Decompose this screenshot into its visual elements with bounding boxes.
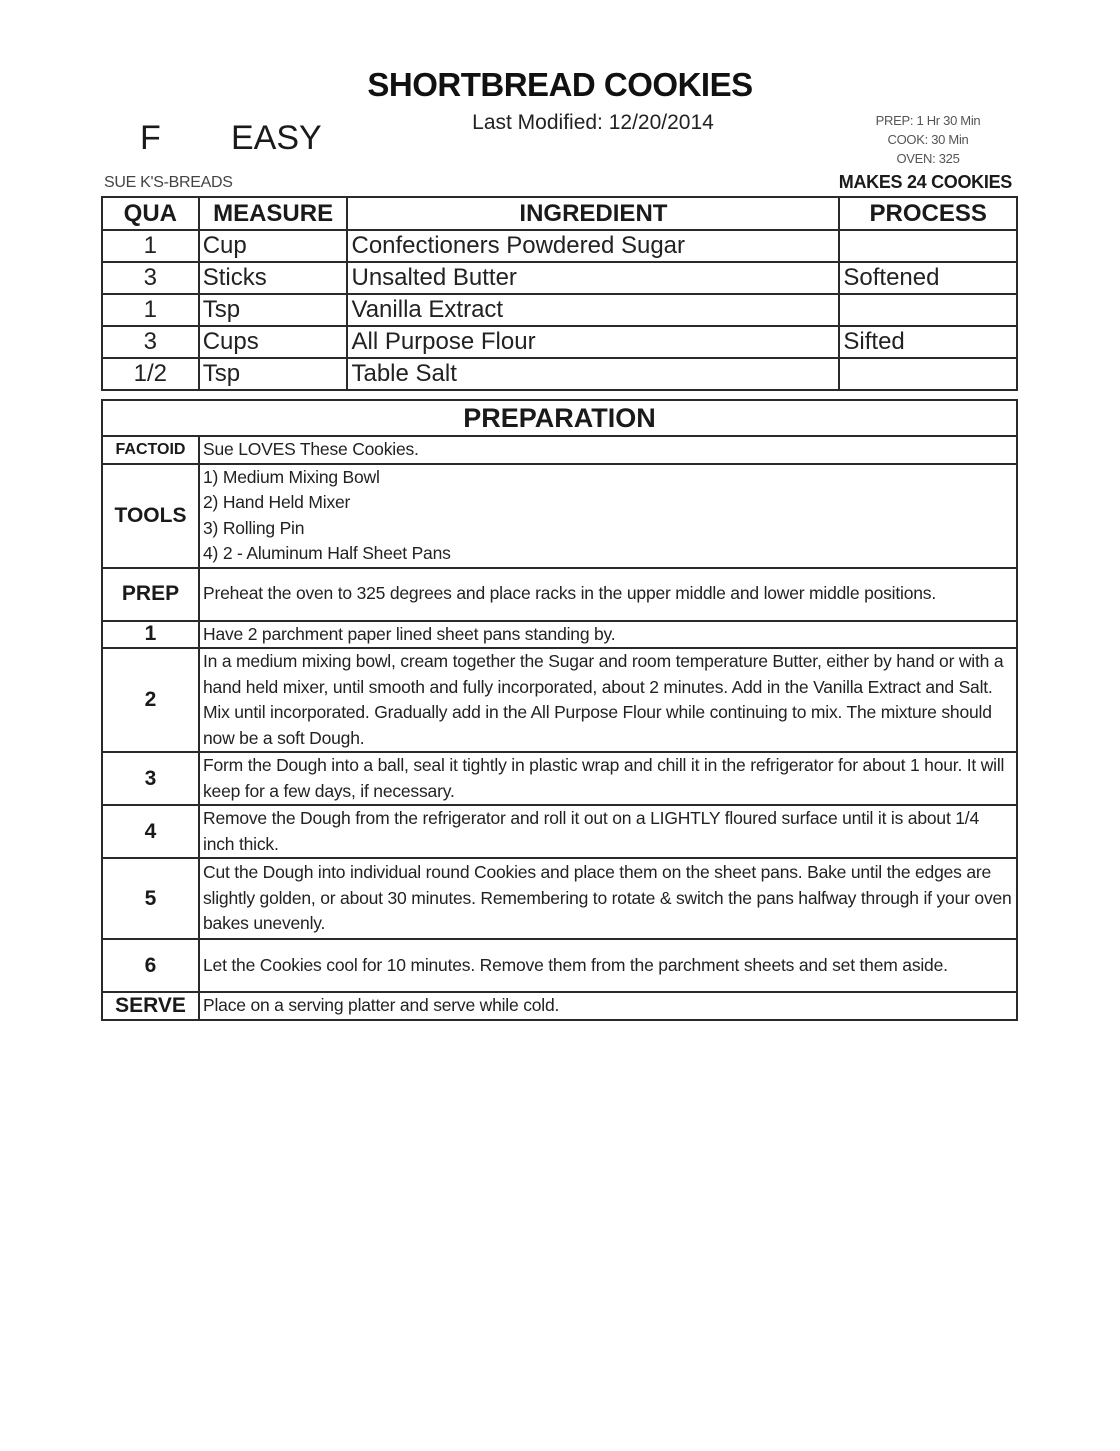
ingredient-measure: Cups	[199, 326, 348, 358]
ingredient-measure: Tsp	[199, 294, 348, 326]
ingredient-row	[102, 326, 1017, 358]
step-number: 1	[102, 621, 199, 649]
ingredient-qty: 3	[102, 326, 199, 358]
ingredient-name: Unsalted Butter	[347, 262, 839, 294]
cook-time: COOK: 30 Min	[887, 132, 969, 147]
ingredient-qty: 1	[102, 294, 199, 326]
ingredient-qty: 1	[102, 230, 199, 262]
ingredient-row	[102, 358, 1017, 390]
serve-row	[102, 992, 1017, 1020]
column-header-measure: MEASURE	[199, 197, 348, 230]
ingredient-name: All Purpose Flour	[347, 326, 839, 358]
column-header-process: PROCESS	[839, 197, 1017, 230]
ingredient-row	[102, 262, 1017, 294]
step-row	[102, 805, 1017, 858]
factoid-text: Sue LOVES These Cookies.	[199, 436, 1017, 464]
grade-label: F	[140, 119, 161, 157]
time-info	[858, 111, 998, 168]
tool-item: 3) Rolling Pin	[203, 517, 305, 538]
factoid-row	[102, 436, 1017, 464]
column-header-ingredient: INGREDIENT	[347, 197, 839, 230]
step-text: Have 2 parchment paper lined sheet pans standing by.	[199, 621, 1017, 649]
step-text: Remove the Dough from the refrigerator and roll it out on a LIGHTLY floured surface until it is about 1/4 inch thick.	[199, 805, 1017, 858]
recipe-source: SUE K'S-BREADS	[104, 174, 233, 191]
step-number: 6	[102, 939, 199, 992]
ingredient-measure: Sticks	[199, 262, 348, 294]
step-number: 5	[102, 858, 199, 939]
tools-label: TOOLS	[102, 464, 199, 568]
difficulty-label: EASY	[231, 119, 322, 157]
last-modified: Last Modified: 12/20/2014	[472, 111, 714, 134]
ingredient-process: Sifted	[839, 326, 1017, 358]
prep-label: PREP	[102, 568, 199, 621]
ingredient-process	[839, 230, 1017, 262]
step-row	[102, 752, 1017, 805]
column-header-qty: QUA	[102, 197, 199, 230]
preparation-header-row	[102, 400, 1017, 436]
prep-text: Preheat the oven to 325 degrees and place racks in the upper middle and lower middle positions.	[199, 568, 1017, 621]
preparation-table	[101, 399, 1018, 1021]
step-text: In a medium mixing bowl, cream together the Sugar and room temperature Butter, either by hand or with a hand held mixer, until smooth and fully incorporated, about 2 minutes. Add in the Vanilla Extract and Salt. Mix until incorporated. Gradually add in the All Purpose Flour while continuing to mix. The mixture should now be a soft Dough.	[199, 648, 1017, 752]
factoid-label: FACTOID	[102, 436, 199, 464]
oven-temp: OVEN: 325	[896, 151, 960, 166]
ingredient-name: Confectioners Powdered Sugar	[347, 230, 839, 262]
step-number: 4	[102, 805, 199, 858]
ingredient-name: Vanilla Extract	[347, 294, 839, 326]
prep-row	[102, 568, 1017, 621]
tools-list	[199, 464, 1017, 568]
ingredients-table	[101, 196, 1018, 391]
ingredient-name: Table Salt	[347, 358, 839, 390]
ingredient-process	[839, 294, 1017, 326]
ingredient-measure: Cup	[199, 230, 348, 262]
tool-item: 2) Hand Held Mixer	[203, 492, 351, 512]
step-text: Form the Dough into a ball, seal it tightly in plastic wrap and chill it in the refrigerator for about 1 hour. It will keep for a few days, if necessary.	[199, 752, 1017, 805]
serve-text: Place on a serving platter and serve while cold.	[199, 992, 1017, 1020]
ingredient-measure: Tsp	[199, 358, 348, 390]
step-row	[102, 621, 1017, 649]
ingredients-header-row	[102, 197, 1017, 230]
step-row	[102, 939, 1017, 992]
ingredient-process	[839, 358, 1017, 390]
step-text: Let the Cookies cool for 10 minutes. Remove them from the parchment sheets and set them aside.	[199, 939, 1017, 992]
preparation-heading: PREPARATION	[102, 400, 1017, 436]
ingredient-process: Softened	[839, 262, 1017, 294]
serve-label: SERVE	[102, 992, 199, 1020]
step-number: 2	[102, 648, 199, 752]
ingredient-row	[102, 230, 1017, 262]
ingredient-row	[102, 294, 1017, 326]
prep-time: PREP: 1 Hr 30 Min	[875, 113, 981, 128]
step-text: Cut the Dough into individual round Cookies and place them on the sheet pans. Bake until the edges are slightly golden, or about 30 minutes. Remembering to rotate & switch the pans halfway through if your oven bakes unevenly.	[199, 858, 1017, 939]
recipe-title: SHORTBREAD COOKIES	[367, 66, 753, 103]
tool-item: 4) 2 - Aluminum Half Sheet Pans	[203, 543, 451, 563]
ingredient-qty: 1/2	[102, 358, 199, 390]
tool-item: 1) Medium Mixing Bowl	[203, 466, 380, 487]
step-row	[102, 858, 1017, 939]
ingredient-qty: 3	[102, 262, 199, 294]
tools-row	[102, 464, 1017, 568]
step-row	[102, 648, 1017, 752]
step-number: 3	[102, 752, 199, 805]
recipe-yield: MAKES 24 COOKIES	[838, 172, 1012, 192]
